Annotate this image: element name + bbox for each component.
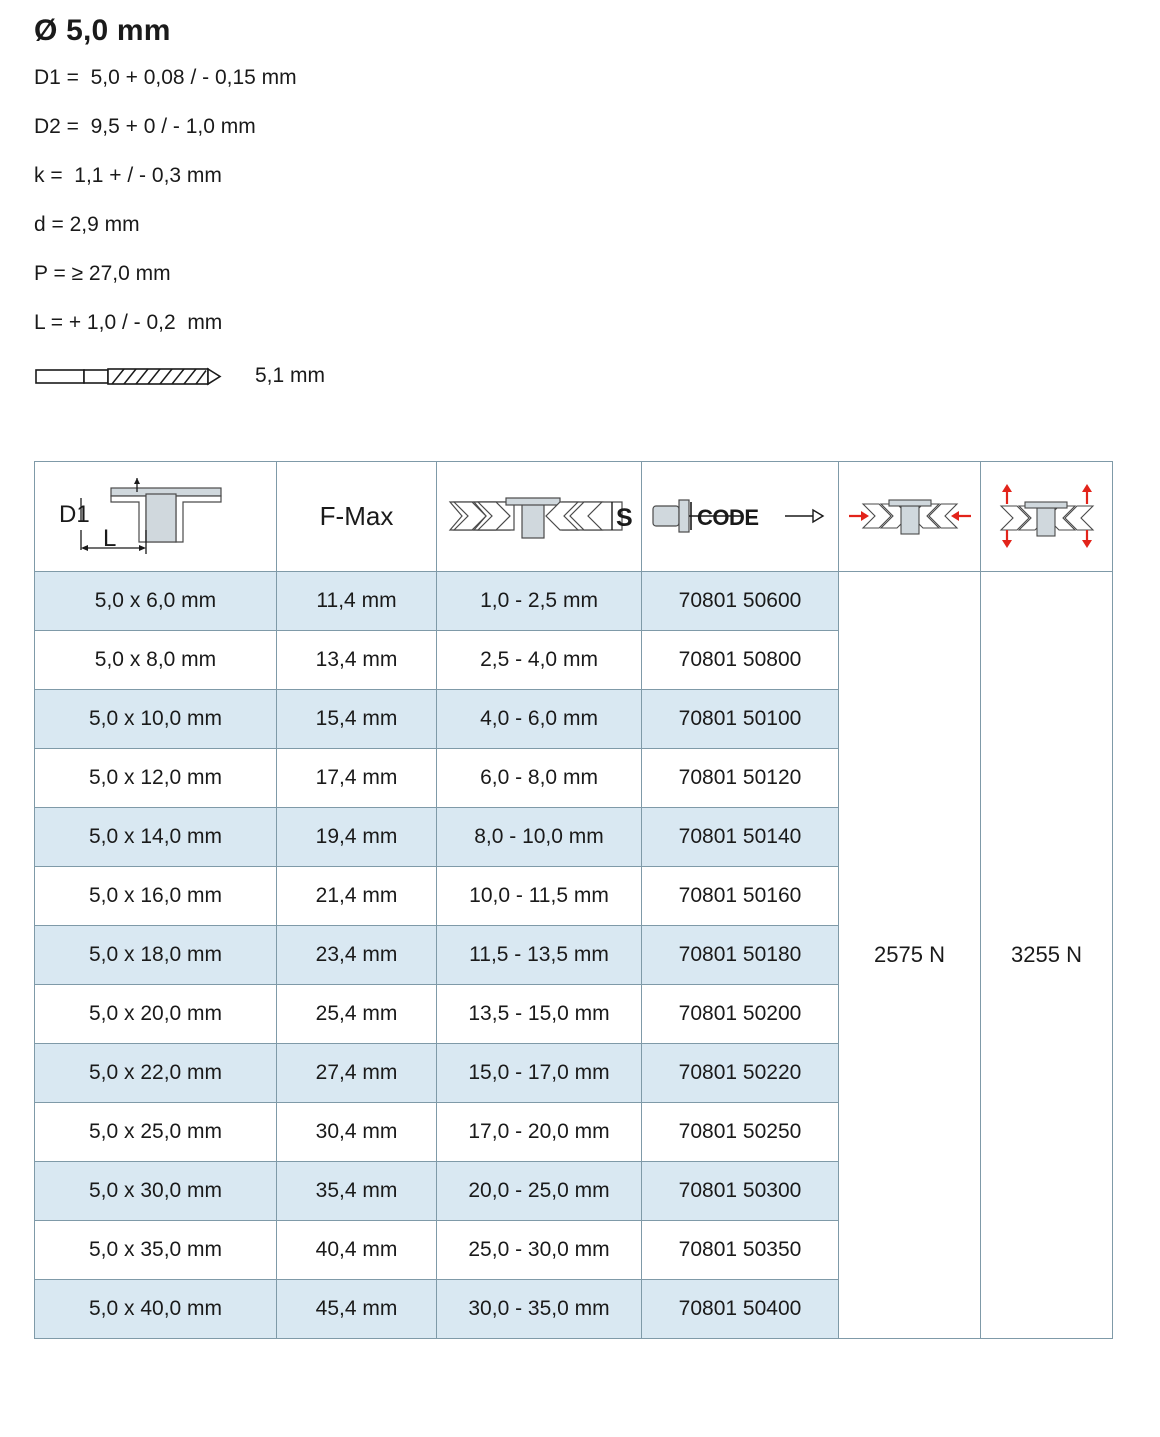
- cell-code: 70801 50250: [642, 1102, 839, 1161]
- cell-code: 70801 50200: [642, 984, 839, 1043]
- cell-code: 70801 50600: [642, 571, 839, 630]
- rivet-code-icon: [642, 462, 838, 571]
- table-body: [35, 571, 1113, 1338]
- cell-fmax: 35,4 mm: [277, 1161, 437, 1220]
- cell-fmax: 45,4 mm: [277, 1279, 437, 1338]
- cell-code: 70801 50120: [642, 748, 839, 807]
- cell-size: 5,0 x 6,0 mm: [35, 571, 277, 630]
- cell-grip: 25,0 - 30,0 mm: [437, 1220, 642, 1279]
- cell-code: 70801 50220: [642, 1043, 839, 1102]
- cell-grip: 13,5 - 15,0 mm: [437, 984, 642, 1043]
- header-cell-shear: [839, 461, 981, 571]
- cell-grip: 8,0 - 10,0 mm: [437, 807, 642, 866]
- spec-line-l: L = + 1,0 / - 0,2 mm: [34, 311, 223, 335]
- spec-line-d1: D1 = 5,0 + 0,08 / - 0,15 mm: [34, 66, 297, 89]
- cell-grip: 10,0 - 11,5 mm: [437, 866, 642, 925]
- cell-grip: 4,0 - 6,0 mm: [437, 689, 642, 748]
- cell-fmax: 17,4 mm: [277, 748, 437, 807]
- cell-grip: 1,0 - 2,5 mm: [437, 571, 642, 630]
- header-cell-size: [35, 461, 277, 571]
- cell-code: 70801 50180: [642, 925, 839, 984]
- table-row: [35, 571, 1113, 630]
- cell-fmax: 15,4 mm: [277, 689, 437, 748]
- cell-code: 70801 50800: [642, 630, 839, 689]
- cell-fmax: 19,4 mm: [277, 807, 437, 866]
- drill-size-row: [34, 361, 1126, 391]
- svg-text:S: S: [616, 504, 633, 533]
- cell-shear-force: 2575 N: [839, 571, 981, 1338]
- cell-fmax: 21,4 mm: [277, 866, 437, 925]
- cell-fmax: 40,4 mm: [277, 1220, 437, 1279]
- cell-fmax: 30,4 mm: [277, 1102, 437, 1161]
- cell-size: 5,0 x 20,0 mm: [35, 984, 277, 1043]
- table-header-row: [35, 461, 1113, 571]
- cell-code: 70801 50100: [642, 689, 839, 748]
- rivet-specification-table: [34, 461, 1113, 1339]
- cell-fmax: 23,4 mm: [277, 925, 437, 984]
- cell-grip: 2,5 - 4,0 mm: [437, 630, 642, 689]
- header-label-fmax: F-Max: [319, 500, 394, 531]
- cell-fmax: 27,4 mm: [277, 1043, 437, 1102]
- cell-fmax: 25,4 mm: [277, 984, 437, 1043]
- cell-size: 5,0 x 35,0 mm: [35, 1220, 277, 1279]
- cell-fmax: 11,4 mm: [277, 571, 437, 630]
- cell-tensile-force: 3255 N: [981, 571, 1113, 1338]
- header-cell-grip: [437, 461, 642, 571]
- tensile-force-diagram-icon: [981, 462, 1112, 571]
- cell-grip: 6,0 - 8,0 mm: [437, 748, 642, 807]
- cell-size: 5,0 x 8,0 mm: [35, 630, 277, 689]
- cell-code: 70801 50300: [642, 1161, 839, 1220]
- cell-grip: 15,0 - 17,0 mm: [437, 1043, 642, 1102]
- cell-size: 5,0 x 12,0 mm: [35, 748, 277, 807]
- cell-size: 5,0 x 25,0 mm: [35, 1102, 277, 1161]
- cell-code: 70801 50160: [642, 866, 839, 925]
- svg-text:CODE: CODE: [697, 505, 759, 531]
- cell-size: 5,0 x 22,0 mm: [35, 1043, 277, 1102]
- cell-size: 5,0 x 10,0 mm: [35, 689, 277, 748]
- spec-line-p: P = ≥ 27,0 mm: [34, 262, 171, 286]
- shear-force-diagram-icon: [839, 462, 980, 571]
- cell-size: 5,0 x 14,0 mm: [35, 807, 277, 866]
- spec-line-d: d = 2,9 mm: [34, 213, 140, 237]
- drill-size-label: 5,1 mm: [255, 363, 326, 387]
- header-cell-tensile: [981, 461, 1113, 571]
- cell-size: 5,0 x 40,0 mm: [35, 1279, 277, 1338]
- rivet-dimension-diagram-icon: [35, 462, 276, 571]
- cell-grip: 17,0 - 20,0 mm: [437, 1102, 642, 1161]
- cell-size: 5,0 x 30,0 mm: [35, 1161, 277, 1220]
- spec-line-k: k = 1,1 + / - 0,3 mm: [34, 164, 222, 188]
- svg-text:L: L: [102, 525, 116, 553]
- cell-grip: 30,0 - 35,0 mm: [437, 1279, 642, 1338]
- grip-range-diagram-icon: [437, 462, 641, 571]
- cell-fmax: 13,4 mm: [277, 630, 437, 689]
- cell-code: 70801 50400: [642, 1279, 839, 1338]
- cell-size: 5,0 x 16,0 mm: [35, 866, 277, 925]
- cell-size: 5,0 x 18,0 mm: [35, 925, 277, 984]
- cell-code: 70801 50350: [642, 1220, 839, 1279]
- cell-grip: 11,5 - 13,5 mm: [437, 925, 642, 984]
- spec-line-d2: D2 = 9,5 + 0 / - 1,0 mm: [34, 115, 256, 139]
- drill-bit-icon: [34, 361, 239, 391]
- cell-code: 70801 50140: [642, 807, 839, 866]
- cell-grip: 20,0 - 25,0 mm: [437, 1161, 642, 1220]
- svg-text:D1: D1: [58, 501, 90, 529]
- header-cell-code: [642, 461, 839, 571]
- header-cell-fmax: [277, 461, 437, 571]
- page-title: Ø 5,0 mm: [34, 14, 171, 47]
